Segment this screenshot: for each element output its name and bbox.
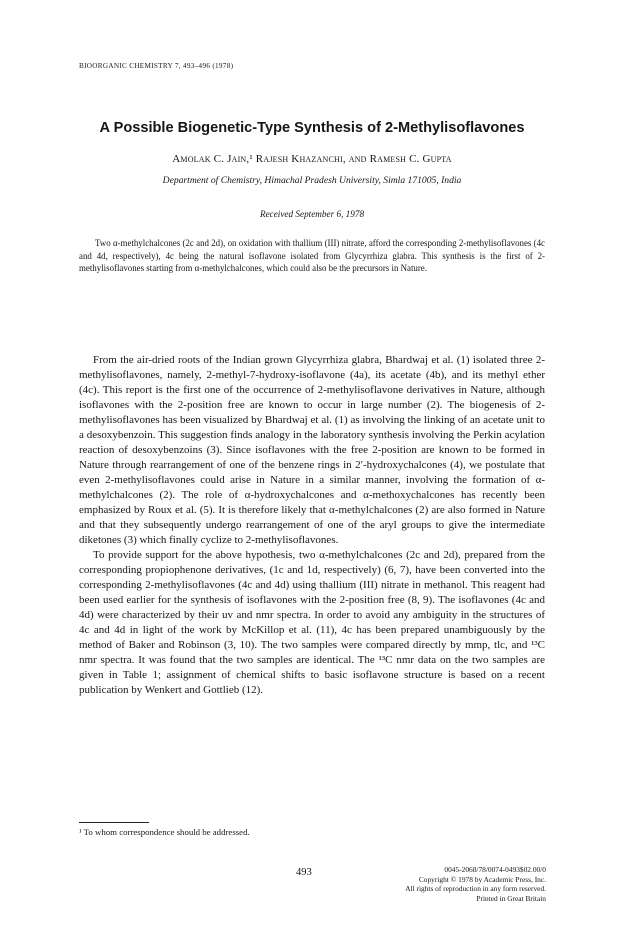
copyright-line: Copyright © 1978 by Academic Press, Inc. — [418, 874, 546, 884]
copyright-line: All rights of reproduction in any form reserved. — [405, 884, 546, 893]
copyright-block — [360, 865, 546, 903]
author-list: Amolak C. Jain,¹ Rajesh Khazanchi, and Ramesh C. Gupta — [172, 153, 452, 165]
abstract-text: Two α-methylchalcones (2c and 2d), on oxidation with thallium (III) nitrate, afford the corresponding 2-methylisoflavones (4c and 4d, respectively), 4c being the natural isoflavone isolated from Glycyrrhiza glabra. This synthesis is the first of 2-methylisoflavones starting from α-methylchalcones, which could also be the precursors in Nature. — [79, 238, 545, 274]
running-head: BIOORGANIC CHEMISTRY 7, 493–496 (1978) — [79, 62, 234, 70]
body-paragraph-1: From the air-dried roots of the Indian grown Glycyrrhiza glabra, Bhardwaj et al. (1) isolated three 2-methylisoflavones, namely, 2-methyl-7-hydroxy-isoflavone (4a), its acetate (4b), and its methyl ether (4c). This report is the first one of the occurrence of 2-methylisoflavone derivatives in Nature, although isoflavones with the 2-position free are known to occur in large number (2). The biogenesis of 2-methylisoflavones has been visualized by Bhardwaj et al. (1) as involving the linking of an acetate unit to a desoxybenzoin. This suggestion finds analogy in the laboratory synthesis involving the Perkin acylation reaction of desoxybenzoins (3). Since isoflavones with the free 2-position are known to be formed in Nature through rearrangement of one of the benzene rings in 2′-hydroxychalcones (4), we postulate that even 2-methylisoflavones could arise in Nature in a similar manner, involving the formation of α-methylchalcones (2). The role of α-hydroxychalcones and α-methoxychalcones has recently been emphasized by Roux et al. (5). It is therefore likely that α-methylchalcones (2) are also formed in Nature and that they subsequently undergo rearrangement of one of the aryl groups to give the intermediate diketones (3) which finally cyclize to 2-methylisoflavones. — [79, 354, 545, 546]
footnote: ¹ To whom correspondence should be addressed. — [79, 827, 250, 837]
affiliation: Department of Chemistry, Himachal Pradesh University, Simla 171005, India — [162, 175, 462, 186]
abstract — [79, 237, 545, 275]
copyright-line: Printed in Great Britain — [476, 893, 546, 903]
body-paragraph-2: To provide support for the above hypothesis, two α-methylchalcones (2c and 2d), prepared from the corresponding propiophenone derivatives, (1c and 1d, respectively) (6, 7), have been converted into the corresponding 2-methylisoflavones (4c and 4d) using thallium (III) nitrate in methanol. This reagent had been used earlier for the synthesis of isoflavones with the 2-position free (8, 9). The isoflavones (4c and 4d) were characterized by their uv and nmr spectra. In order to avoid any ambiguity in the structures of 4c and 4d in light of the work by McKillop et al. (11), 4c has been prepared unambiguously by the method of Baker and Robinson (3, 10). The two samples were compared directly by mmp, tlc, and ¹³C nmr spectra. It was found that the two samples are identical. The ¹³C nmr data on the two samples are given in Table 1; assignment of chemical shifts to basic isoflavone structure is based on a recent publication by Wenkert and Gottlieb (12). — [79, 549, 545, 696]
page-number: 493 — [296, 867, 312, 878]
copyright-line: 0045-2068/78/0074-0493$02.00/0 — [444, 865, 546, 874]
article-title: A Possible Biogenetic-Type Synthesis of 2-Methylisoflavones — [99, 120, 525, 136]
article-body — [79, 353, 545, 698]
footnote-rule — [79, 822, 149, 823]
received-date: Received September 6, 1978 — [259, 209, 365, 219]
